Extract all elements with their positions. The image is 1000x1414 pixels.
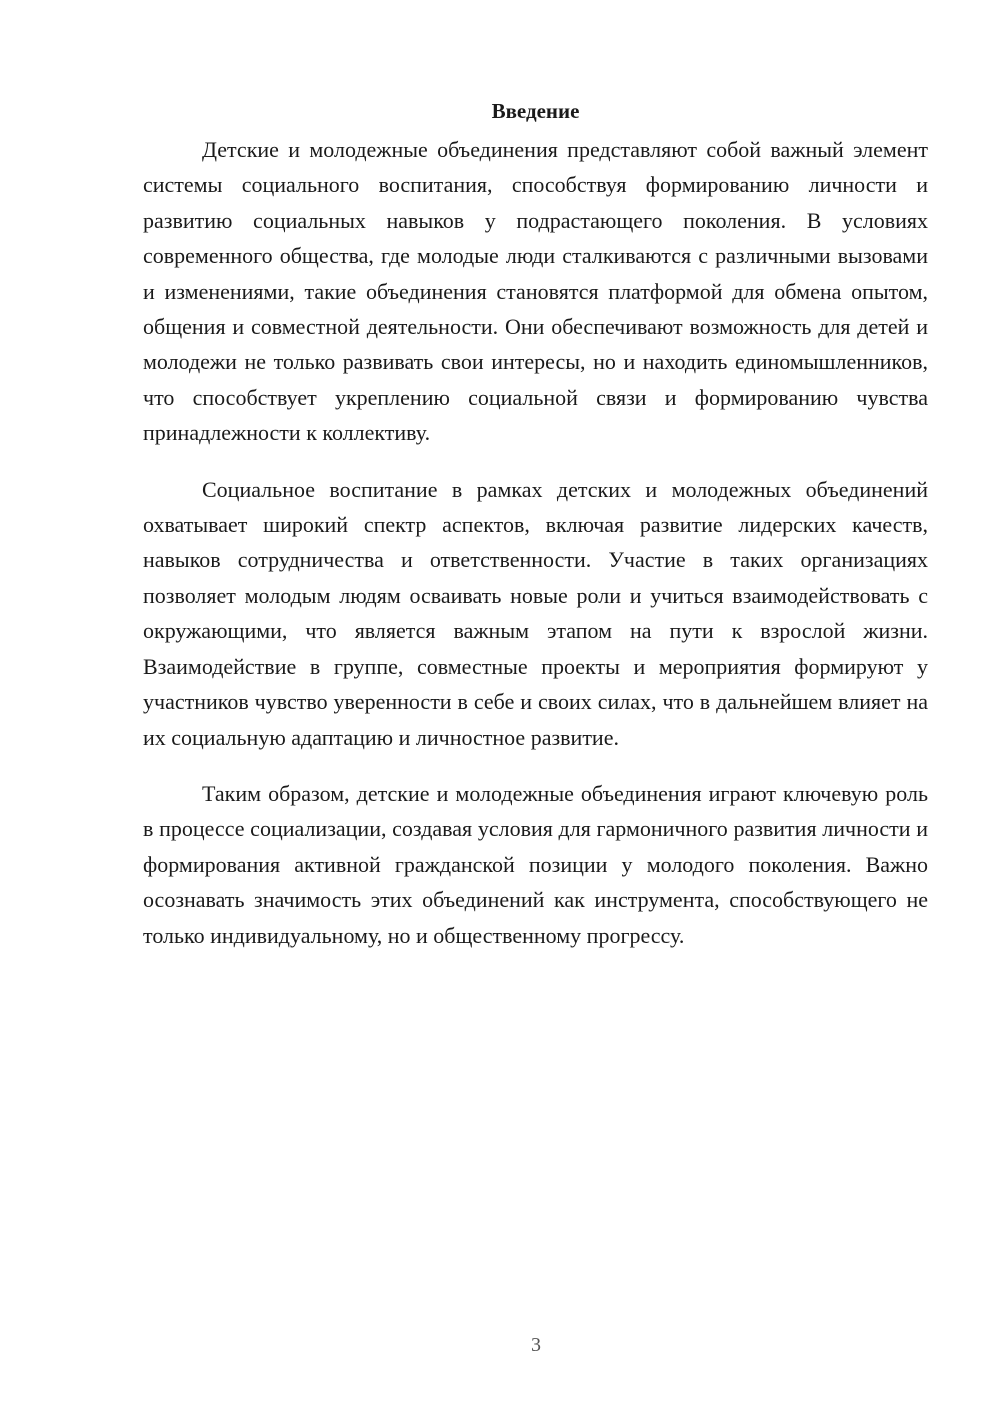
section-title: Введение — [491, 99, 580, 123]
page-content — [143, 96, 928, 974]
paragraph-1: Детские и молодежные объединения представляют собой важный элемент системы социального воспитания, способствуя формированию личности и развитию социальных навыков у подрастающего поколения. В условиях современного общества, где молодые люди сталкиваются с различными вызовами и изменениями, такие объединения становятся платформой для обмена опытом, общения и совместной деятельности. Они обеспечивают возможность для детей и молодежи не только развивать свои интересы, но и находить единомышленников, что способствует укреплению социальной связи и формированию чувства принадлежности к коллективу. — [143, 137, 928, 446]
paragraph-3: Таким образом, детские и молодежные объединения играют ключевую роль в процессе социализации, создавая условия для гармоничного развития личности и формирования активной гражданской позиции у молодого поколения. Важно осознавать значимость этих объединений как инструмента, способствующего не только индивидуальному, но и общественному прогрессу. — [143, 780, 928, 948]
paragraph-2: Социальное воспитание в рамках детских и молодежных объединений охватывает широкий спектр аспектов, включая развитие лидерских качеств, навыков сотрудничества и ответственности. Участие в таких организациях позволяет молодым людям осваивать новые роли и учиться взаимодействовать с окружающими, что является важным этапом на пути к взрослой жизни. Взаимодействие в группе, совместные проекты и мероприятия формируют у участников чувство уверенности в себе и своих силах, что в дальнейшем влияет на их социальную адаптацию и личностное развитие. — [143, 476, 928, 750]
page-number: 3 — [531, 1334, 541, 1356]
